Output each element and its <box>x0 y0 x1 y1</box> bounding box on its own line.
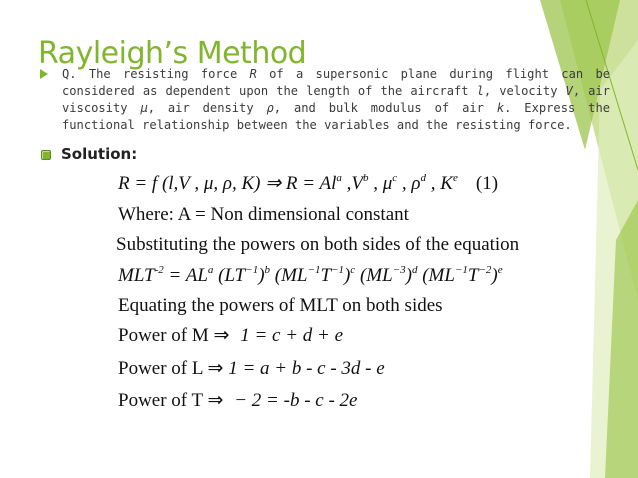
equation-dimensional: $MLT^{-2} = AL^a$ $(LT^{-1})^b$ $(ML^{-1}T^{-1})^c$ $(ML^{-3})^d$ $(ML^{-1}T^{-2})^e$ <box>118 264 503 286</box>
question-mid4: , air density <box>147 101 267 115</box>
triangle-bullet-icon <box>40 69 48 79</box>
power-m-label: Power of M <box>118 325 209 346</box>
question-mid5: , and bulk modulus of air <box>273 101 497 115</box>
power-m-line <box>118 324 343 347</box>
question-var-l: l <box>476 84 484 98</box>
question-var-v: V <box>565 84 573 98</box>
question-prefix: Q. The resisting force <box>62 67 250 81</box>
question-mid2: , velocity <box>483 84 566 98</box>
question-var-mu: μ <box>140 101 148 115</box>
power-t-equation: − 2 = -b - c - 2e <box>234 390 358 411</box>
power-l-line <box>118 357 385 380</box>
implies-icon: ⇒ <box>213 325 230 346</box>
implies-icon: ⇒ <box>207 390 224 411</box>
equation-functional-relationship: R = f (l,V , μ, ρ, K) ⇒ $R = Al^a$ $,V^b$ , $\mu^c$ , $\rho^d$ , $K^e$ (1) <box>118 172 499 194</box>
where-line: Where: A = Non dimensional constant <box>118 204 409 225</box>
question-var-k: k <box>496 101 505 115</box>
power-m-equation: 1 = c + d + e <box>240 325 344 346</box>
equation-number: (1) <box>475 173 499 194</box>
question-var-r: R <box>249 67 257 81</box>
question-mid1: of a supersonic plane during flight can be considered as dependent upon the length of the aircraft <box>62 67 611 98</box>
power-l-label: Power of L <box>118 358 203 379</box>
square-bullet-icon <box>41 150 51 160</box>
question-mid3: , air viscosity <box>62 84 610 115</box>
equating-line: Equating the powers of MLT on both sides <box>118 295 443 316</box>
implies-icon: ⇒ <box>207 358 224 379</box>
solution-heading: Solution: <box>61 145 138 163</box>
question-paragraph <box>62 66 610 134</box>
power-t-label: Power of T <box>118 390 203 411</box>
power-t-line <box>118 389 357 412</box>
question-suffix: . Express the functional relationship between the variables and the resisting force. <box>62 101 611 132</box>
slide-title: Rayleigh’s Method <box>38 36 307 71</box>
question-var-rho: ρ <box>266 101 274 115</box>
substituting-line: Substituting the powers on both sides of the equation <box>116 234 520 255</box>
power-l-equation: 1 = a + b - c - 3d - e <box>228 358 385 379</box>
